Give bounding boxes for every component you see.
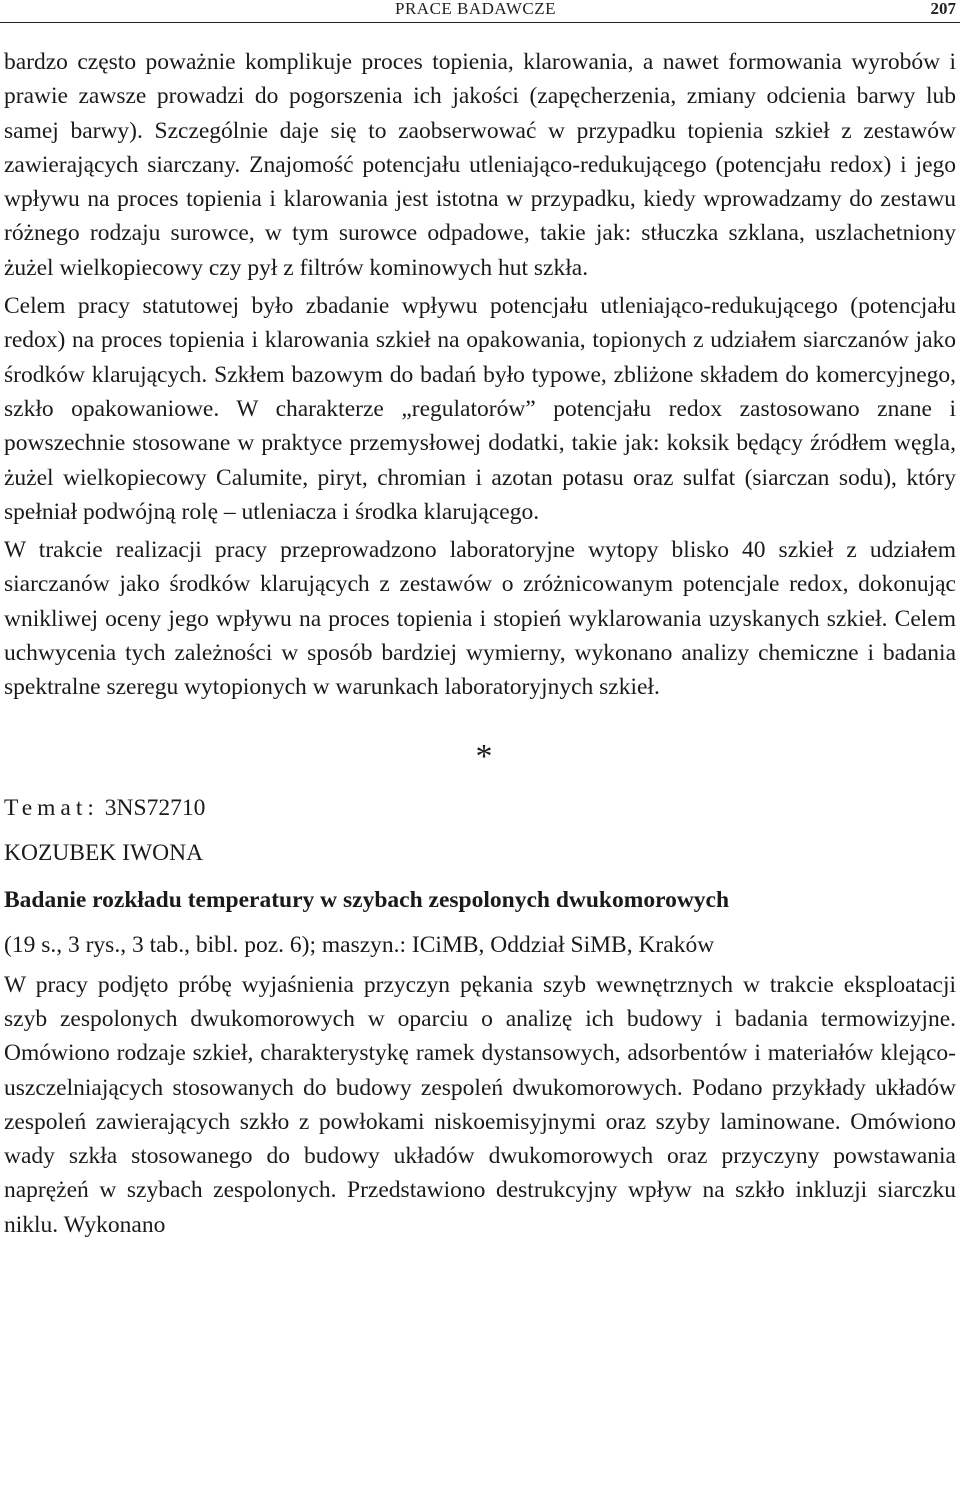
page-number: 207 — [930, 0, 956, 18]
page-body — [4, 45, 956, 1242]
body-paragraph: Celem pracy statutowej było zbadanie wpływu potencjału utleniająco-redukującego (potencjału redox) na proces topienia i klarowania szkieł na opakowania, topionych z udziałem siarczanów jako środków klarujących. Szkłem bazowym do badań było typowe, zbliżone składem do komercyjnego, szkło opakowaniowe. W charakterze „regulatorów” potencjału redox zastosowano znane i powszechnie stosowane w praktyce przemysłowej dodatki, takie jak: koksik będący źródłem węgla, żużel wielkopiecowy Calumite, piryt, chromian i azotan potasu oraz sulfat (siarczan sodu), który spełniał podwójną rolę – utleniacza i środka klarującego. — [4, 293, 956, 525]
running-header — [0, 0, 960, 23]
topic-line — [4, 791, 956, 825]
bibliographic-info: (19 s., 3 rys., 3 tab., bibl. poz. 6); maszyn.: ICiMB, Oddział SiMB, Kraków — [4, 931, 715, 958]
topic-code: 3NS72710 — [104, 794, 206, 821]
section-separator-asterisk: * — [475, 737, 493, 775]
work-title: Badanie rozkładu temperatury w szybach zespolonych dwukomorowych — [4, 886, 730, 913]
abstract-paragraph: W pracy podjęto próbę wyjaśnienia przyczyn pękania szyb wewnętrznych w trakcie eksploatacji szyb zespolonych dwukomorowych w oparciu o analizę ich budowy i badania termowizyjne. Omówiono rodzaje szkieł, charakterystykę ramek dystansowych, adsorbentów i materiałów klejąco-uszczelniających stosowanych do budowy zespoleń dwukomorowych. Podano przykłady układów zespoleń zawierających szkło z powłokami niskoemisyjnymi oraz szyby laminowane. Omówiono wady szkła stosowanego do budowy układów dwukomorowych oraz przyczyny powstawania naprężeń w szybach zespolonych. Przedstawiono destrukcyjny wpływ na szkło inkluzji siarczku niklu. Wykonano — [4, 971, 956, 1238]
topic-label: Temat: — [4, 794, 99, 821]
author-name: KOZUBEK IWONA — [4, 839, 204, 866]
running-header-title: PRACE BADAWCZE — [395, 0, 557, 18]
body-paragraph: W trakcie realizacji pracy przeprowadzono laboratoryjne wytopy blisko 40 szkieł z udziałem siarczanów jako środków klarujących z zestawów o zróżnicowanym potencjale redox, dokonując wnikliwej oceny jego wpływu na proces topienia i stopień wyklarowania uzyskanych szkieł. Celem uchwycenia tych zależności w sposób bardziej wymierny, wykonano analizy chemiczne i badania spektralne szeregu wytopionych w warunkach laboratoryjnych szkieł. — [4, 537, 956, 701]
body-paragraph: bardzo często poważnie komplikuje proces topienia, klarowania, a nawet formowania wyrobów i prawie zawsze prowadzi do pogorszenia ich jakości (zapęcherzenia, zmiany odcienia barwy lub samej barwy). Szczególnie daje się to zaobserwować w przypadku topienia szkieł z zestawów zawierających siarczany. Znajomość potencjału utleniająco-redukującego (potencjału redox) i jego wpływu na proces topienia i klarowania jest istotna w przypadku, kiedy wprowadzamy do zestawu różnego rodzaju surowce, w tym surowce odpadowe, takie jak: stłuczka szklana, uszlachetniony żużel wielkopiecowy czy pył z filtrów kominowych hut szkła. — [4, 49, 956, 281]
